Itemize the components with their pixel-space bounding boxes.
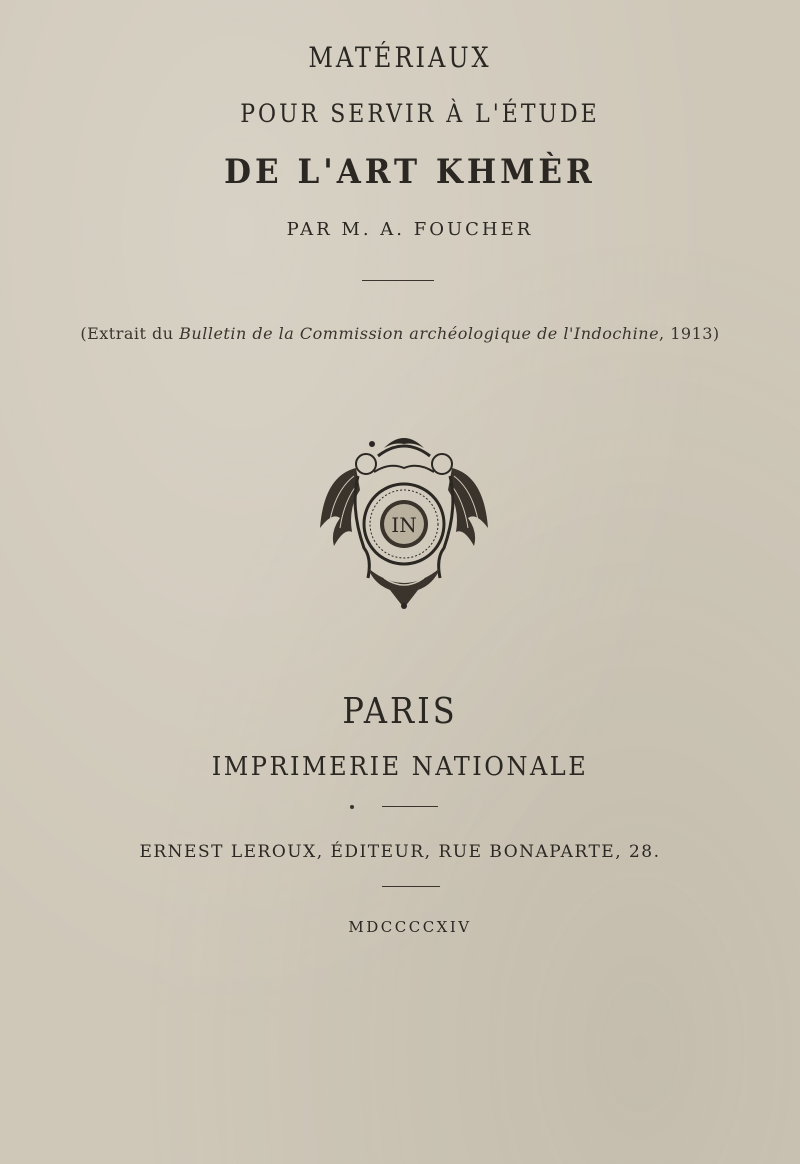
ink-speck bbox=[350, 805, 354, 809]
printer-line: IMPRIMERIE NATIONALE bbox=[211, 750, 589, 782]
divider-rule-bottom bbox=[382, 886, 440, 887]
title-line-2: POUR SERVIR À L'ÉTUDE bbox=[240, 100, 600, 129]
title-line-1: MATÉRIAUX bbox=[308, 41, 492, 75]
imprimerie-seal-emblem bbox=[314, 428, 494, 612]
extract-bulletin-title: Bulletin de la Commission archéologique de l'Indochine bbox=[179, 324, 660, 343]
city-line: PARIS bbox=[342, 690, 458, 732]
divider-rule-top bbox=[362, 280, 434, 281]
extract-note bbox=[0, 324, 800, 343]
seal-monogram: IN bbox=[391, 513, 417, 537]
drapery-ornament bbox=[368, 568, 440, 608]
extract-open: (Extrait du bbox=[80, 324, 180, 343]
divider-rule-middle bbox=[382, 806, 438, 807]
author-line: PAR M. A. FOUCHER bbox=[286, 219, 534, 240]
extract-close: , 1913) bbox=[659, 324, 720, 343]
title-line-3: DE L'ART KHMÈR bbox=[224, 152, 596, 192]
year-line: MDCCCCXIV bbox=[348, 918, 472, 936]
publisher-line: ERNEST LEROUX, ÉDITEUR, RUE BONAPARTE, 28. bbox=[139, 842, 661, 862]
